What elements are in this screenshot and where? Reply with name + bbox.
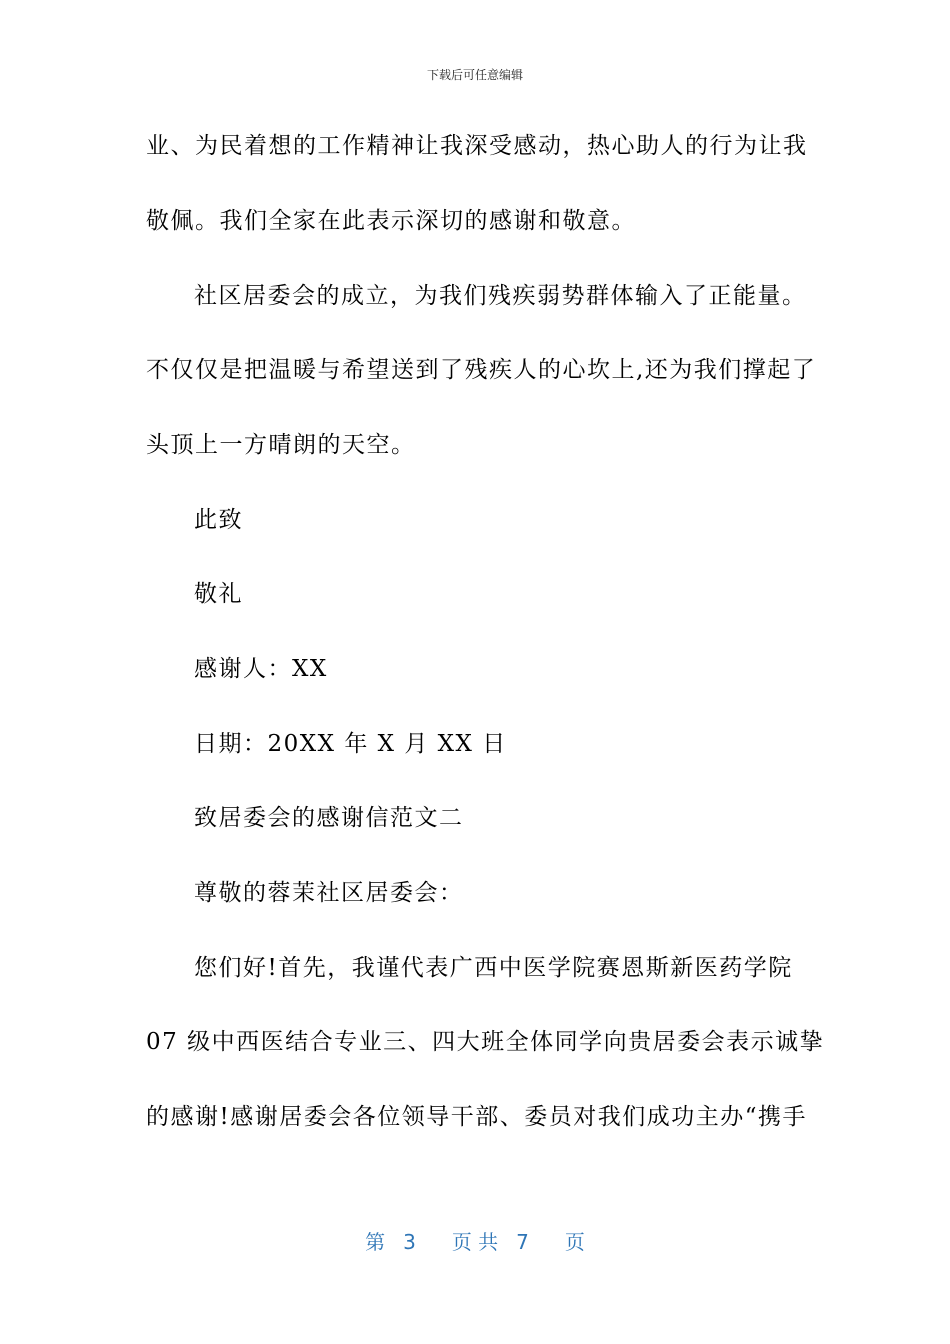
section-title: 致居委会的感谢信范文二 (194, 805, 464, 831)
closing-line: 敬礼 (194, 581, 243, 607)
header-note: 下载后可任意编辑 (426, 68, 523, 82)
body-line: 头顶上一方晴朗的天空。 (146, 432, 416, 458)
closing-line: 此致 (194, 507, 243, 533)
signature-line: 感谢人：XX (194, 656, 328, 682)
footer-total-pages: 7 (516, 1230, 529, 1254)
paragraph-line: 社区居委会的成立，为我们残疾弱势群体输入了正能量。 (194, 283, 807, 309)
date-line: 日期：20XX 年 X 月 XX 日 (194, 731, 507, 757)
paragraph-line: 您们好!首先，我谨代表广西中医学院赛恩斯新医药学院 (194, 955, 793, 981)
body-line: 07 级中西医结合专业三、四大班全体同学向贵居委会表示诚挚 (146, 1029, 825, 1055)
salutation-line: 尊敬的蓉茉社区居委会： (194, 880, 464, 906)
footer-current-page: 3 (403, 1230, 416, 1254)
footer-page-middle: 页 共 (451, 1230, 499, 1254)
footer-page-suffix: 页 (564, 1230, 585, 1254)
body-line: 业、为民着想的工作精神让我深受感动，热心助人的行为让我 (146, 133, 808, 159)
footer-page-prefix: 第 (365, 1230, 386, 1254)
page-footer (0, 1226, 950, 1255)
body-line: 的感谢!感谢居委会各位领导干部、委员对我们成功主办“携手 (146, 1104, 808, 1130)
body-line: 不仅仅是把温暖与希望送到了残疾人的心坎上,还为我们撑起了 (146, 357, 817, 383)
body-line: 敬佩。我们全家在此表示深切的感谢和敬意。 (146, 208, 636, 234)
